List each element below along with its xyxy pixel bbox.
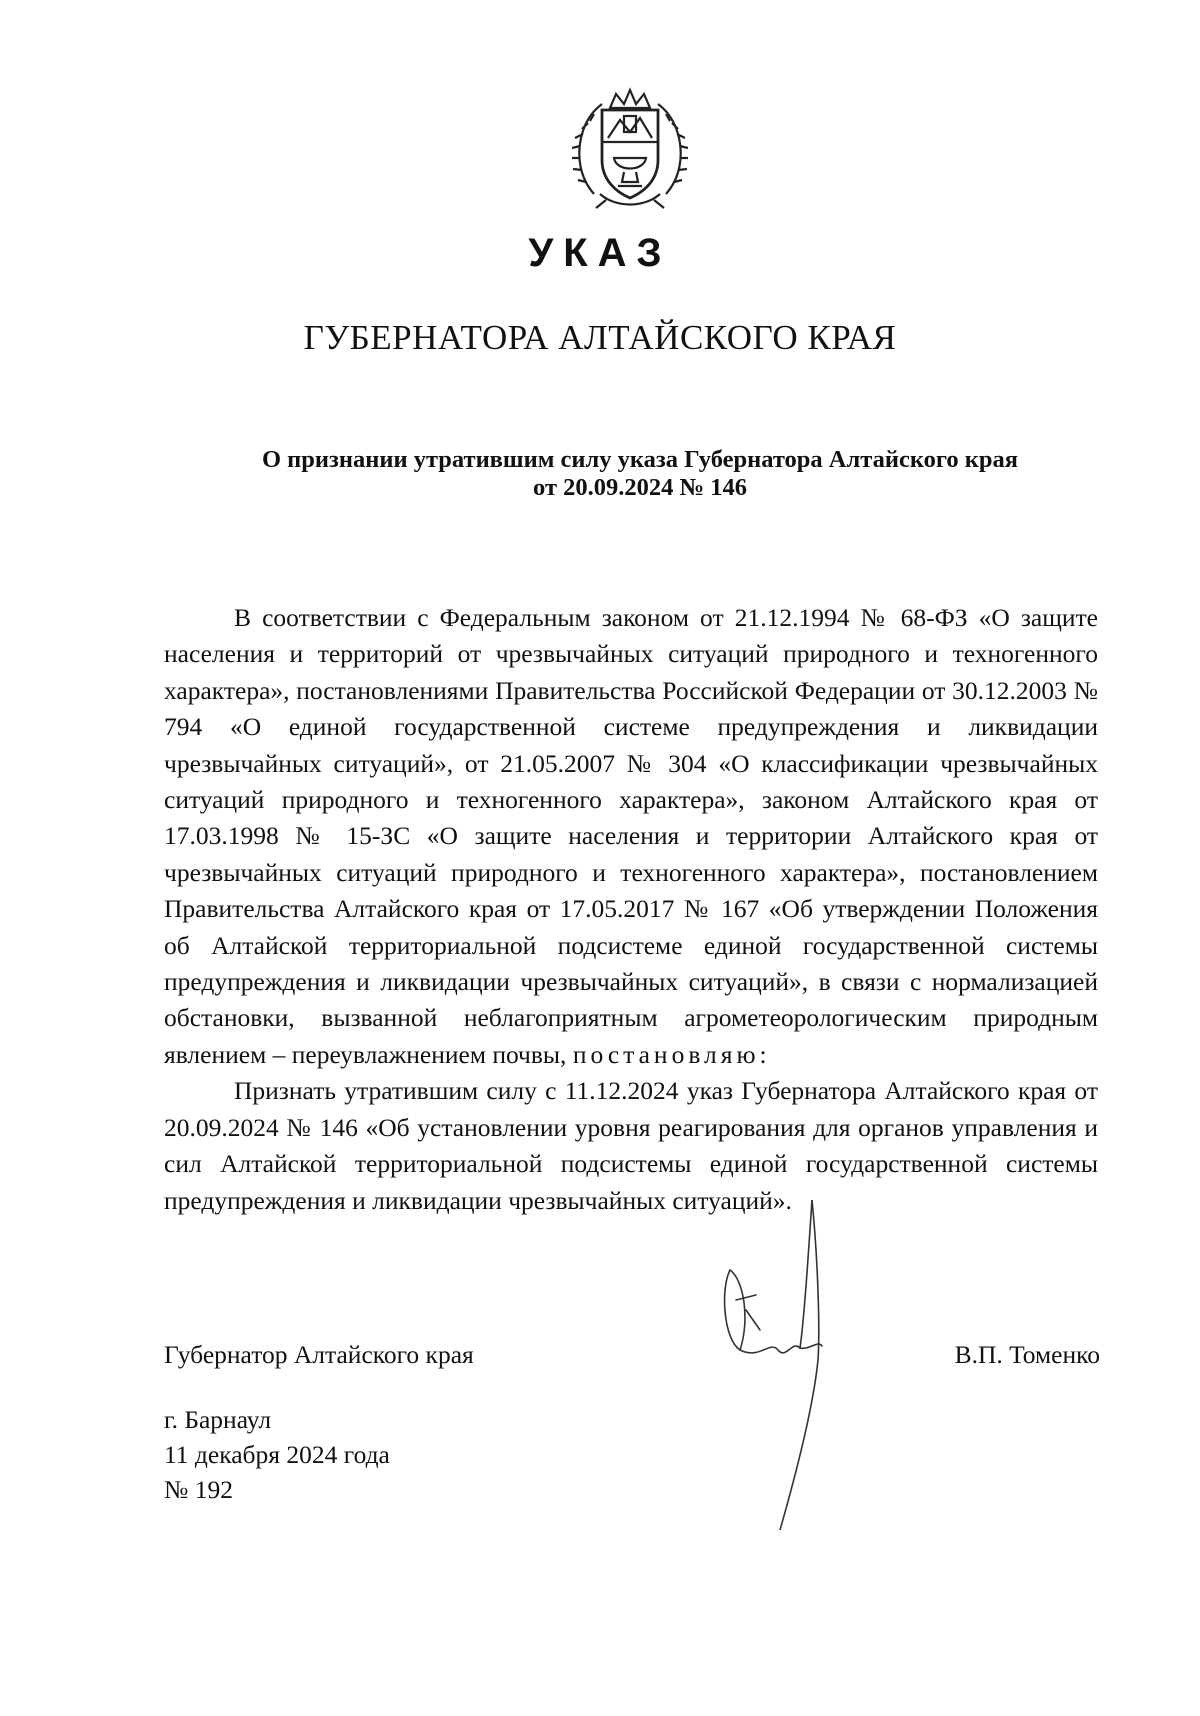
issuer-heading: ГУБЕРНАТОРА АЛТАЙСКОГО КРАЯ — [303, 318, 897, 357]
title-line-2: от 20.09.2024 № 146 — [533, 474, 747, 501]
issue-date: 11 декабря 2024 года — [164, 1440, 390, 1469]
issue-city: г. Барнаул — [164, 1405, 272, 1434]
body-paragraph-1 — [164, 600, 1098, 1073]
body-paragraph-2: Признать утратившим силу с 11.12.2024 указ Губернатора Алтайского края от 20.09.2024 № 146 «Об установлении уровня реагирования для органов управления и сил Алтайской территориальной подсистемы единой государственной системы предупреждения и ликвидации чрезвычайных ситуаций». — [164, 1076, 1098, 1215]
document-footer — [164, 1402, 390, 1507]
document-type-heading: УКАЗ — [528, 231, 672, 275]
title-line-1: О признании утратившим силу указа Губернатора Алтайского края — [261, 446, 1019, 473]
body-paragraph-1-text: В соответствии с Федеральным законом от 21.12.1994 № 68-ФЗ «О защите населения и территорий от чрезвычайных ситуаций природного и техногенного характера», постановлениями Правительства Российской Федерации от 30.12.2003 № 794 «О единой государственной системе предупреждения и ликвидации чрезвычайных ситуаций», от 21.05.2007 № 304 «О классификации чрезвычайных ситуаций природного и техногенного характера», законом Алтайского края от 17.03.1998 № 15-ЗС «О защите населения и территории Алтайского края от чрезвычайных ситуаций природного и техногенного характера», постановлением Правительства Алтайского края от 17.05.2017 № 167 «Об утверждении Положения об Алтайской территориальной подсистеме единой государственной системы предупреждения и ликвидации чрезвычайных ситуаций», в связи с нормализацией обстановки, вызванной неблагоприятным агрометеорологическим природным явлением – переувлажнением почвы, — [164, 603, 1098, 1069]
handwritten-signature — [700, 1200, 860, 1530]
document-title — [190, 446, 1090, 502]
decree-number: № 192 — [164, 1475, 233, 1504]
signatory-name: В.П. Томенко — [954, 1340, 1100, 1369]
coat-of-arms-icon — [572, 86, 688, 212]
signatory-position: Губернатор Алтайского края — [164, 1340, 474, 1369]
document-body — [164, 600, 1098, 1219]
decree-word: постановляю: — [572, 1039, 771, 1069]
